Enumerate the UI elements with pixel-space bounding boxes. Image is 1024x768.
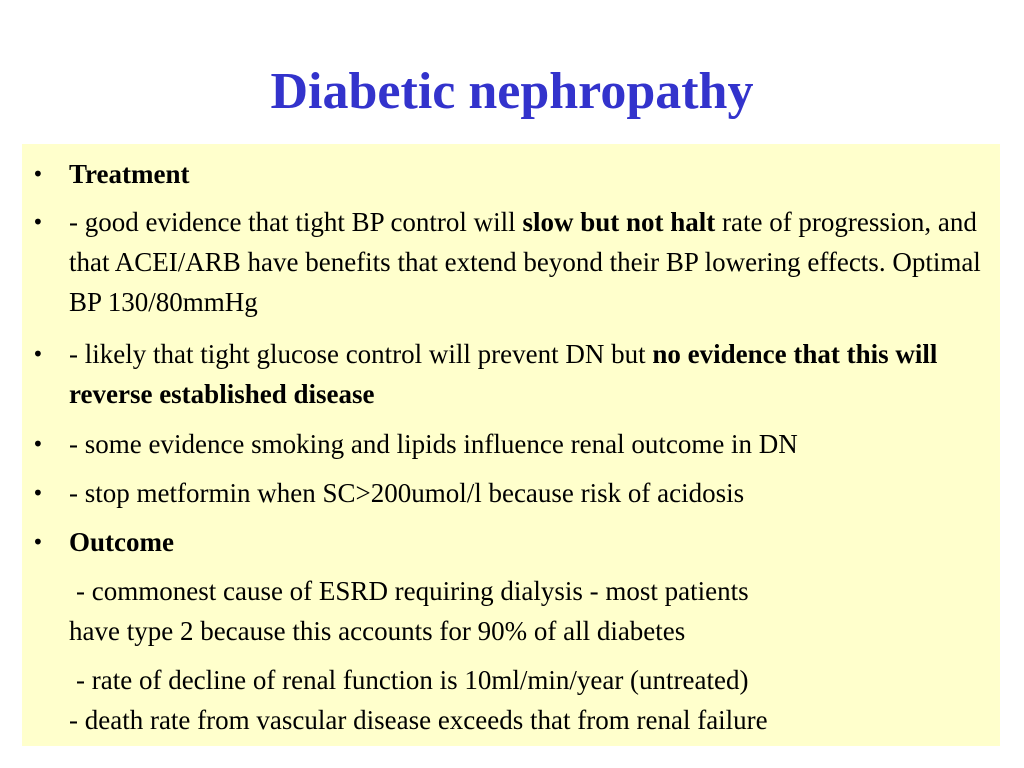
bullet-text bbox=[69, 522, 992, 562]
bullet-icon: • bbox=[32, 210, 44, 234]
bullet-text bbox=[69, 154, 992, 194]
bullet-text bbox=[69, 424, 992, 464]
bullet-icon: • bbox=[32, 481, 44, 505]
bullet-icon: • bbox=[32, 342, 44, 366]
content-box bbox=[22, 144, 1000, 746]
text-segment: - good evidence that tight BP control will bbox=[69, 207, 523, 237]
text-segment: - some evidence smoking and lipids influence renal outcome in DN bbox=[69, 429, 798, 459]
text-segment: rate of progression, and that ACEI/ARB have benefits that extend beyond their BP lowering effects. Optimal BP 130/80mmHg bbox=[69, 207, 981, 317]
bullet-icon: • bbox=[32, 432, 44, 456]
bullet-text bbox=[69, 334, 992, 414]
outcome-line: - death rate from vascular disease exceeds that from renal failure bbox=[69, 705, 768, 735]
outcome-line: - rate of decline of renal function is 10ml/min/year (untreated) bbox=[76, 665, 749, 695]
bold-segment: slow but not halt bbox=[522, 207, 716, 237]
slide-title: Diabetic nephropathy bbox=[270, 63, 754, 120]
outcome-line: - commonest cause of ESRD requiring dialysis - most patients bbox=[76, 576, 749, 606]
heading-treatment: Treatment bbox=[69, 159, 190, 189]
text-segment: - stop metformin when SC>200umol/l because risk of acidosis bbox=[69, 478, 745, 508]
bullet-icon: • bbox=[32, 162, 44, 186]
outcome-line: have type 2 because this accounts for 90% of all diabetes bbox=[69, 616, 686, 646]
heading-outcome: Outcome bbox=[69, 527, 174, 557]
bullet-text bbox=[69, 202, 992, 322]
bullet-text bbox=[69, 473, 992, 513]
bold-segment: no evidence that this will reverse established disease bbox=[69, 339, 938, 409]
text-segment: - likely that tight glucose control will prevent DN but bbox=[69, 339, 653, 369]
bullet-icon: • bbox=[32, 530, 44, 554]
